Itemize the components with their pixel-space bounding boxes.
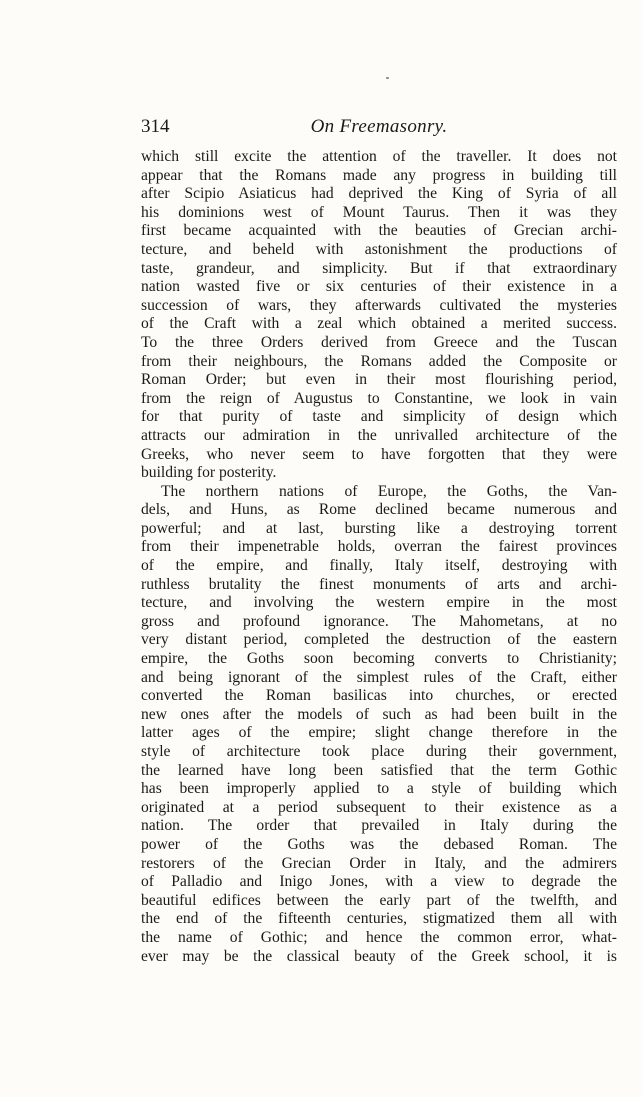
text-line: after Scipio Asiaticus had deprived the King of Syria of all [141, 185, 617, 203]
text-line: originated at a period subsequent to their existence as a [141, 798, 617, 816]
page-number: 314 [141, 116, 170, 137]
page-header [141, 116, 617, 140]
print-speck [386, 77, 389, 79]
paragraph-start-line: The northern nations of Europe, the Goths, the Van- [161, 482, 617, 500]
running-title: On Freemasonry. [310, 116, 448, 137]
text-line: and being ignorant of the simplest rules of the Craft, either [141, 668, 617, 686]
paragraph-end-line: building for posterity. [141, 464, 277, 482]
body-text [141, 148, 617, 966]
text-line: tecture, and beheld with astonishment the productions of [141, 240, 617, 258]
text-line: empire, the Goths soon becoming converts to Christianity; [141, 650, 617, 668]
text-line: of the Craft with a zeal which obtained a merited success. [141, 315, 617, 333]
text-line: nation wasted five or six centuries of their existence in a [141, 278, 617, 296]
text-line: the name of Gothic; and hence the common error, what- [141, 928, 617, 946]
text-line: tecture, and involving the western empire in the most [141, 594, 617, 612]
text-line: gross and profound ignorance. The Mahometans, at no [141, 612, 617, 630]
text-line: nation. The order that prevailed in Italy during the [141, 817, 617, 835]
text-line: restorers of the Grecian Order in Italy, and the admirers [141, 854, 617, 872]
text-line: his dominions west of Mount Taurus. Then it was they [141, 203, 617, 221]
text-line: appear that the Romans made any progress in building till [141, 166, 617, 184]
text-line: latter ages of the empire; slight change therefore in the [141, 724, 617, 742]
text-line: attracts our admiration in the unrivalled architecture of the [141, 426, 617, 444]
text-line: first became acquainted with the beauties of Grecian archi- [141, 222, 617, 240]
text-line: succession of wars, they afterwards cultivated the mysteries [141, 296, 617, 314]
text-line: beautiful edifices between the early part of the twelfth, and [141, 891, 617, 909]
text-line: Greeks, who never seem to have forgotten that they were [141, 445, 617, 463]
text-line: from the reign of Augustus to Constantine, we look in vain [141, 389, 617, 407]
text-line: of the empire, and finally, Italy itself, destroying with [141, 557, 617, 575]
text-line: has been improperly applied to a style of building which [141, 780, 617, 798]
text-line: of Palladio and Inigo Jones, with a view to degrade the [141, 873, 617, 891]
text-line: ruthless brutality the finest monuments of arts and archi- [141, 575, 617, 593]
text-line: ever may be the classical beauty of the Greek school, it is [141, 947, 617, 965]
text-line: new ones after the models of such as had been built in the [141, 705, 617, 723]
text-line: Roman Order; but even in their most flourishing period, [141, 371, 617, 389]
text-line: taste, grandeur, and simplicity. But if that extraordinary [141, 259, 617, 277]
text-line: very distant period, completed the destruction of the eastern [141, 631, 617, 649]
text-line: the end of the fifteenth centuries, stigmatized them all with [141, 910, 617, 928]
text-line: converted the Roman basilicas into churches, or erected [141, 687, 617, 705]
text-line: dels, and Huns, as Rome declined became numerous and [141, 501, 617, 519]
text-line: To the three Orders derived from Greece and the Tuscan [141, 333, 617, 351]
text-line: from their impenetrable holds, overran the fairest provinces [141, 538, 617, 556]
text-line: for that purity of taste and simplicity of design which [141, 408, 617, 426]
text-line: which still excite the attention of the traveller. It does not [141, 148, 617, 165]
text-line: power of the Goths was the debased Roman. The [141, 835, 617, 853]
text-line: style of architecture took place during their government, [141, 743, 617, 760]
text-line: from their neighbours, the Romans added the Composite or [141, 352, 617, 370]
text-line: the learned have long been satisfied that the term Gothic [141, 761, 617, 779]
text-line: powerful; and at last, bursting like a destroying torrent [141, 519, 617, 537]
